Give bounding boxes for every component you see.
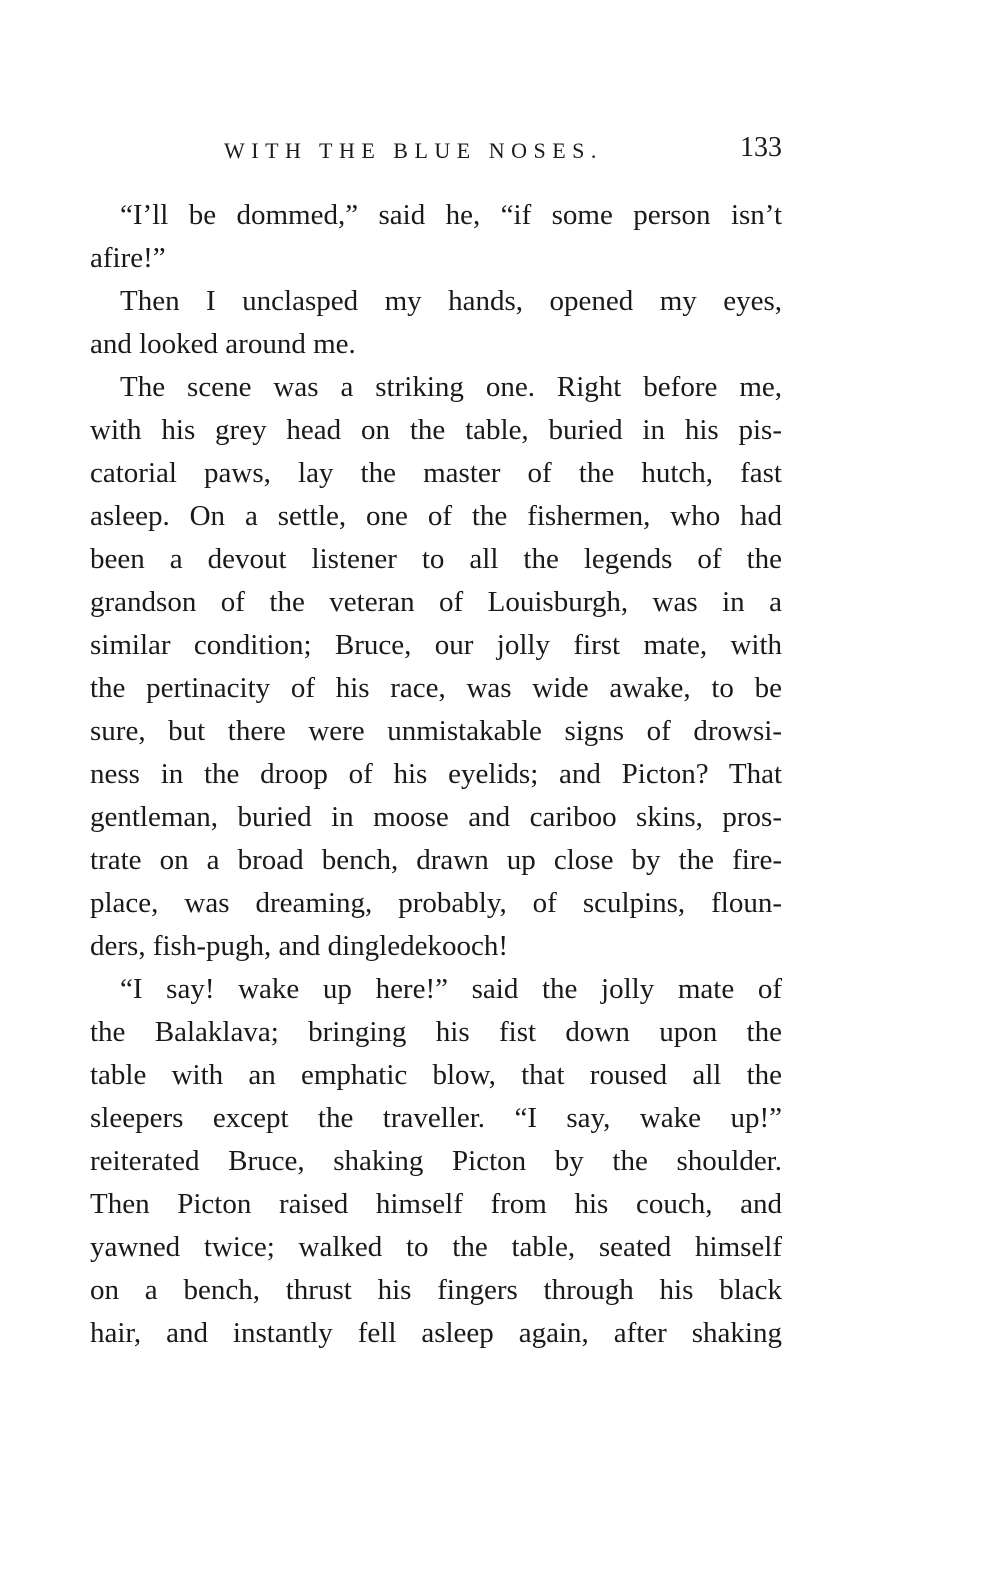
text-line: afire!” bbox=[90, 242, 166, 274]
text-line: sleepers except the traveller. “I say, wake up!” bbox=[90, 1102, 782, 1134]
text-line: gentleman, buried in moose and cariboo skins, pros- bbox=[90, 801, 782, 833]
text-line: and looked around me. bbox=[90, 328, 356, 360]
text-line: the pertinacity of his race, was wide awake, to be bbox=[90, 672, 782, 704]
text-line: with his grey head on the table, buried in his pis- bbox=[90, 414, 782, 446]
text-line: “I’ll be dommed,” said he, “if some person isn’t bbox=[120, 199, 782, 231]
text-line: “I say! wake up here!” said the jolly mate of bbox=[120, 973, 782, 1005]
text-line: reiterated Bruce, shaking Picton by the shoulder. bbox=[90, 1145, 782, 1177]
text-line: been a devout listener to all the legends of the bbox=[90, 543, 782, 575]
text-line: table with an emphatic blow, that roused all the bbox=[90, 1059, 782, 1091]
text-line: hair, and instantly fell asleep again, after shaking bbox=[90, 1317, 782, 1349]
text-line: Then I unclasped my hands, opened my eyes, bbox=[120, 285, 782, 317]
text-line: place, was dreaming, probably, of sculpins, floun- bbox=[90, 887, 782, 919]
text-line: asleep. On a settle, one of the fishermen, who had bbox=[90, 500, 782, 532]
text-line: ders, fish-pugh, and dingledekooch! bbox=[90, 930, 508, 962]
text-line: Then Picton raised himself from his couch, and bbox=[90, 1188, 782, 1220]
text-line: ness in the droop of his eyelids; and Picton? That bbox=[90, 758, 782, 790]
text-line: similar condition; Bruce, our jolly first mate, with bbox=[90, 629, 782, 661]
text-line: sure, but there were unmistakable signs of drowsi- bbox=[90, 715, 782, 747]
body-text bbox=[90, 194, 782, 1355]
text-line: yawned twice; walked to the table, seated himself bbox=[90, 1231, 782, 1263]
text-line: the Balaklava; bringing his fist down upon the bbox=[90, 1016, 782, 1048]
text-line: catorial paws, lay the master of the hutch, fast bbox=[90, 457, 782, 489]
running-head bbox=[90, 132, 782, 172]
text-line: grandson of the veteran of Louisburgh, was in a bbox=[90, 586, 782, 618]
page-number: 133 bbox=[740, 132, 782, 163]
text-line: on a bench, thrust his fingers through his black bbox=[90, 1274, 782, 1306]
text-line: trate on a broad bench, drawn up close by the fire- bbox=[90, 844, 782, 876]
running-title: WITH THE BLUE NOSES. bbox=[224, 138, 603, 163]
text-line: The scene was a striking one. Right before me, bbox=[120, 371, 782, 403]
